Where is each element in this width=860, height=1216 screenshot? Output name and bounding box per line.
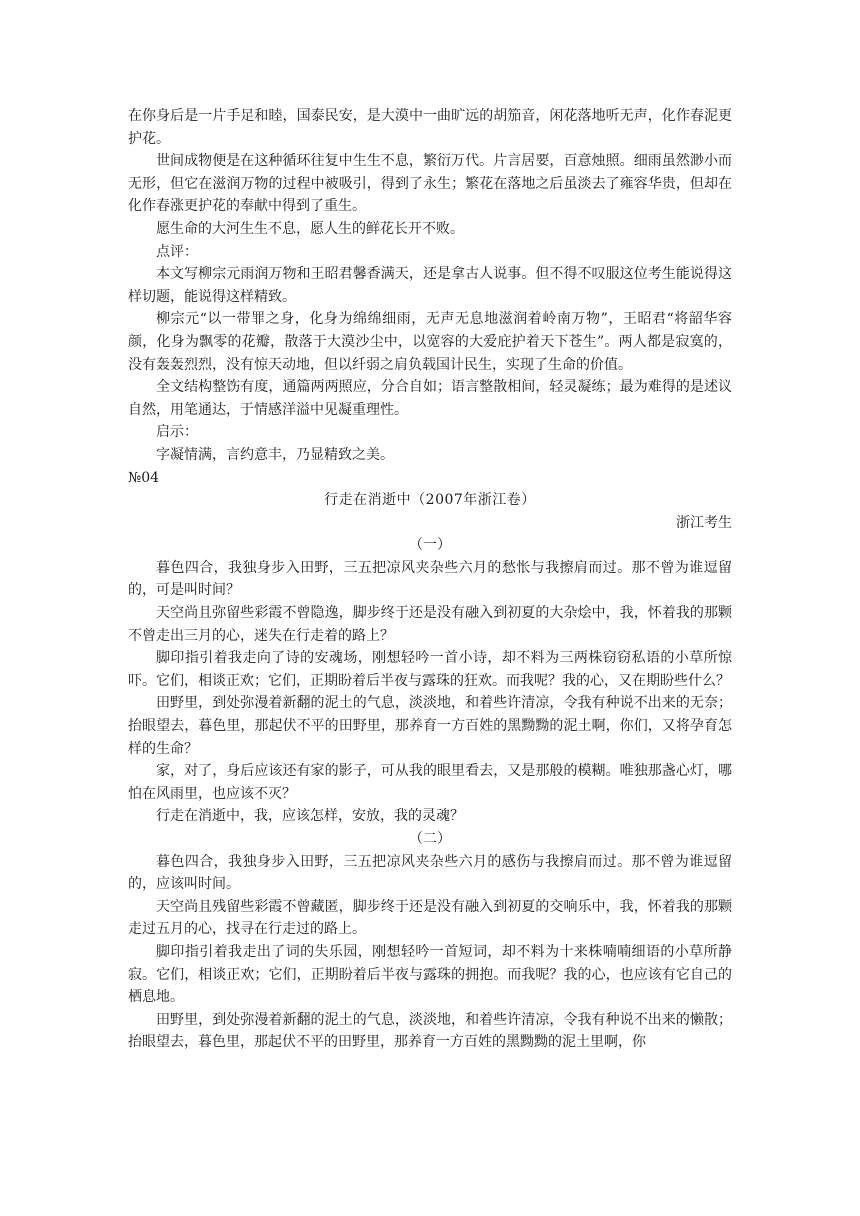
paragraph: 在你身后是一片手足和睦，国泰民安，是大漠中一曲旷远的胡笳音，闲花落地听无声，化作春泥更护花。 — [128, 108, 732, 147]
paragraph: 启示： — [156, 424, 198, 441]
paragraph: 暮色四合，我独身步入田野，三五把凉风夹杂些六月的感伤与我擦肩而过。那不曾为谁逗留的，应该叫时间。 — [128, 853, 732, 893]
essay-title: 行走在消逝中（2007年浙江卷） — [324, 492, 536, 509]
paragraph: №04 — [128, 469, 160, 486]
paragraph: 点评： — [156, 243, 198, 260]
paragraph: 世间成物便是在这种循环往复中生生不息，繁衍万代。片言居要，百意烛照。细雨虽然渺小而无形，但它在滋润万物的过程中被吸引，得到了永生；繁花在落地之后虽淡去了雍容华贵，但却在化作春涨更护花的奉献中得到了重生。 — [128, 153, 732, 215]
paragraph: 天空尚且残留些彩霞不曾藏匿，脚步终于还是没有融入到初夏的交响乐中，我，怀着我的那颗走过五月的心，找寻在行走过的路上。 — [128, 898, 732, 938]
paragraph: 天空尚且弥留些彩霞不曾隐逸，脚步终于还是没有融入到初夏的大杂烩中，我，怀着我的那颗不曾走出三月的心，迷失在行走着的路上？ — [128, 605, 732, 644]
section-heading: （一） — [409, 537, 451, 554]
paragraph: 暮色四合，我独身步入田野，三五把凉风夹杂些六月的愁怅与我擦肩而过。那不曾为谁逗留的，可是叫时间？ — [128, 559, 732, 599]
paragraph: 行走在消逝中，我，应该怎样，安放，我的灵魂？ — [156, 808, 464, 825]
document-body — [128, 105, 732, 1054]
paragraph: 本文写柳宗元雨润万物和王昭君馨香满天，还是拿古人说事。但不得不叹服这位考生能说得这样切题，能说得这样精致。 — [128, 266, 732, 305]
paragraph: 田野里，到处弥漫着新翻的泥土的气息，淡淡地，和着些许清凉，令我有种说不出来的懒散；抬眼望去，暮色里，那起伏不平的田野里，那养育一方百姓的黑黝黝的泥土里啊，你 — [128, 1011, 732, 1051]
paragraph: 柳宗元“以一带罪之身，化身为绵绵细雨，无声无息地滋润着岭南万物”，王昭君“将韶华容颜，化身为飘零的花瓣，散落于大漠沙尘中，以宽容的大爱庇护着天下苍生”。两人都是寂寞的，没有轰轰烈烈，没有惊天动地，但以纤弱之肩负载国计民生，实现了生命的价值。 — [128, 311, 732, 373]
paragraph: 字凝情满，言约意丰，乃显精致之美。 — [156, 446, 394, 463]
paragraph: 愿生命的大河生生不息，愿人生的鲜花长开不败。 — [156, 220, 464, 237]
paragraph: 家，对了，身后应该还有家的影子，可从我的眼里看去，又是那般的模糊。唯独那盏心灯，哪怕在风雨里，也应该不灭？ — [128, 763, 732, 802]
paragraph: 脚印指引着我走向了诗的安魂场，刚想轻吟一首小诗，却不料为三两株窃窃私语的小草所惊吓。它们，相谈正欢；它们，正期盼着后半夜与露珠的狂欢。而我呢？我的心，又在期盼些什么？ — [128, 650, 732, 689]
paragraph: 全文结构整饬有度，通篇两两照应，分合自如；语言整散相间，轻灵凝练；最为难得的是述议自然，用笔通达，于情感洋溢中见凝重理性。 — [128, 379, 732, 418]
section-heading: （二） — [409, 831, 451, 847]
paragraph: 田野里，到处弥漫着新翻的泥土的气息，淡淡地，和着些许清凉，令我有种说不出来的无奈；抬眼望去，暮色里，那起伏不平的田野里，那养育一方百姓的黑黝黝的泥土啊，你们，又将孕育怎样的生命？ — [128, 695, 732, 757]
paragraph: 脚印指引着我走出了词的失乐园，刚想轻吟一首短词，却不料为十来株喃喃细语的小草所静寂。它们，相谈正欢；它们，正期盼着后半夜与露珠的拥抱。而我呢？我的心，也应该有它自己的栖息地。 — [128, 943, 732, 1006]
author-line: 浙江考生 — [676, 514, 732, 531]
